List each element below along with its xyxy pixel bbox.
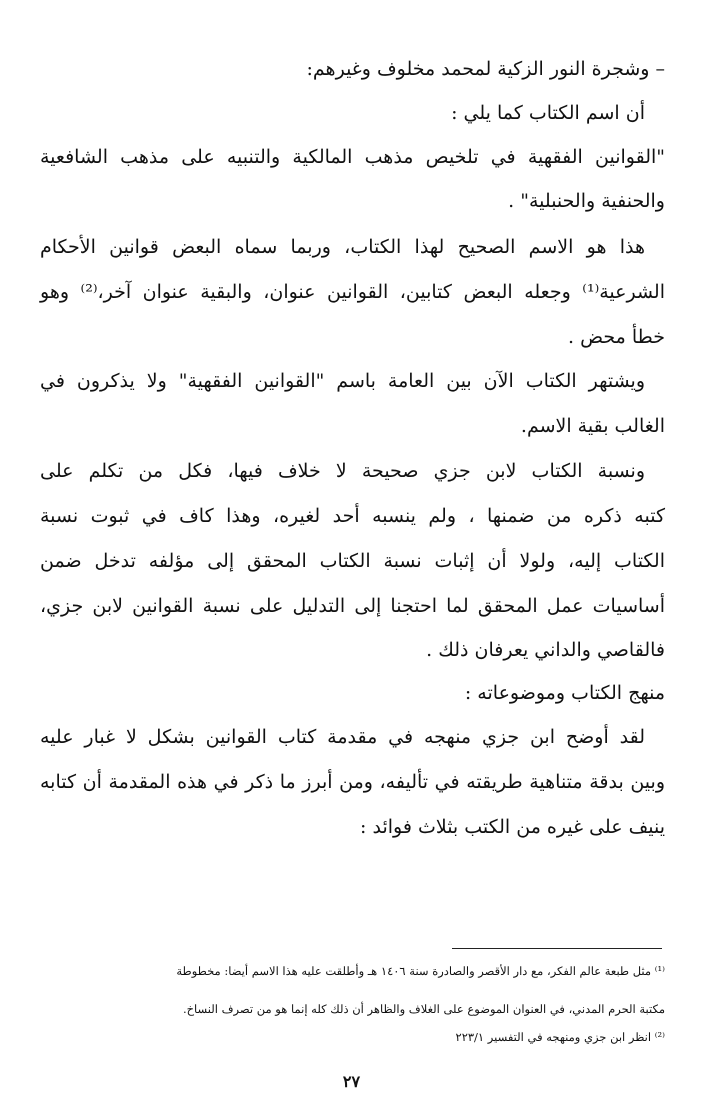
body-line-7: خطأ محض .: [568, 326, 665, 348]
page-number: ٢٧: [342, 1072, 361, 1091]
body-line-14: فالقاصي والداني يعرفان ذلك .: [426, 639, 665, 661]
body-line-18: ينيف على غيره من الكتب بثلاث فوائد :: [360, 816, 665, 838]
body-line-1: – وشجرة النور الزكية لمحمد مخلوف وغيرهم:: [306, 58, 665, 80]
body-line-6: الشرعية⁽¹⁾ وجعله البعض كتابين، القوانين عنوان، والبقية عنوان آخر،⁽²⁾ وهو: [40, 281, 665, 303]
footnote-separator: [452, 948, 662, 949]
body-line-2: أن اسم الكتاب كما يلي :: [451, 102, 645, 124]
body-line-11: كتبه ذكره من ضمنها ، ولم ينسبه أحد لغيره، وهذا كاف في ثبوت نسبة: [40, 505, 665, 527]
section-heading: منهج الكتاب وموضوعاته :: [464, 682, 665, 704]
body-line-3: "القوانين الفقهية في تلخيص مذهب المالكية والتنبيه على مذهب الشافعية: [40, 146, 665, 168]
body-line-16: لقد أوضح ابن جزي منهجه في مقدمة كتاب القوانين بشكل لا غبار عليه: [40, 726, 645, 748]
body-line-17: وبين بدقة متناهية طريقته في تأليفه، ومن أبرز ما ذكر في هذه المقدمة أن كتابه: [40, 771, 665, 793]
footnote-2: ⁽²⁾ انظر ابن جزي ومنهجه في التفسير ٢٢٣/١: [455, 1030, 665, 1044]
body-line-9: الغالب بقية الاسم.: [520, 415, 665, 437]
body-line-12: الكتاب إليه، ولولا أن إثبات نسبة الكتاب المحقق إلى مؤلفه تدخل ضمن: [40, 550, 665, 572]
body-line-8: ويشتهر الكتاب الآن بين العامة باسم "القوانين الفقهية" ولا يذكرون في: [40, 370, 645, 392]
body-line-10: ونسبة الكتاب لابن جزي صحيحة لا خلاف فيها، فكل من تكلم على: [40, 460, 645, 482]
footnote-1-line-1: ⁽¹⁾ مثل طبعة عالم الفكر، مع دار الأقصر والصادرة سنة ١٤٠٦ هـ وأطلقت عليه هذا الاسم أيضا: مخطوطة: [176, 964, 665, 978]
body-line-5: هذا هو الاسم الصحيح لهذا الكتاب، وربما سماه البعض قوانين الأحكام: [40, 236, 645, 258]
body-line-4: والحنفية والحنبلية" .: [508, 190, 665, 212]
footnote-1-line-2: مكتبة الحرم المدني، في العنوان الموضوع على الغلاف والظاهر أن ذلك كله إنما هو من تصرف النساخ.: [182, 1002, 665, 1016]
body-line-13: أساسيات عمل المحقق لما احتجنا إلى التدليل على نسبة القوانين لابن جزي،: [40, 595, 665, 617]
